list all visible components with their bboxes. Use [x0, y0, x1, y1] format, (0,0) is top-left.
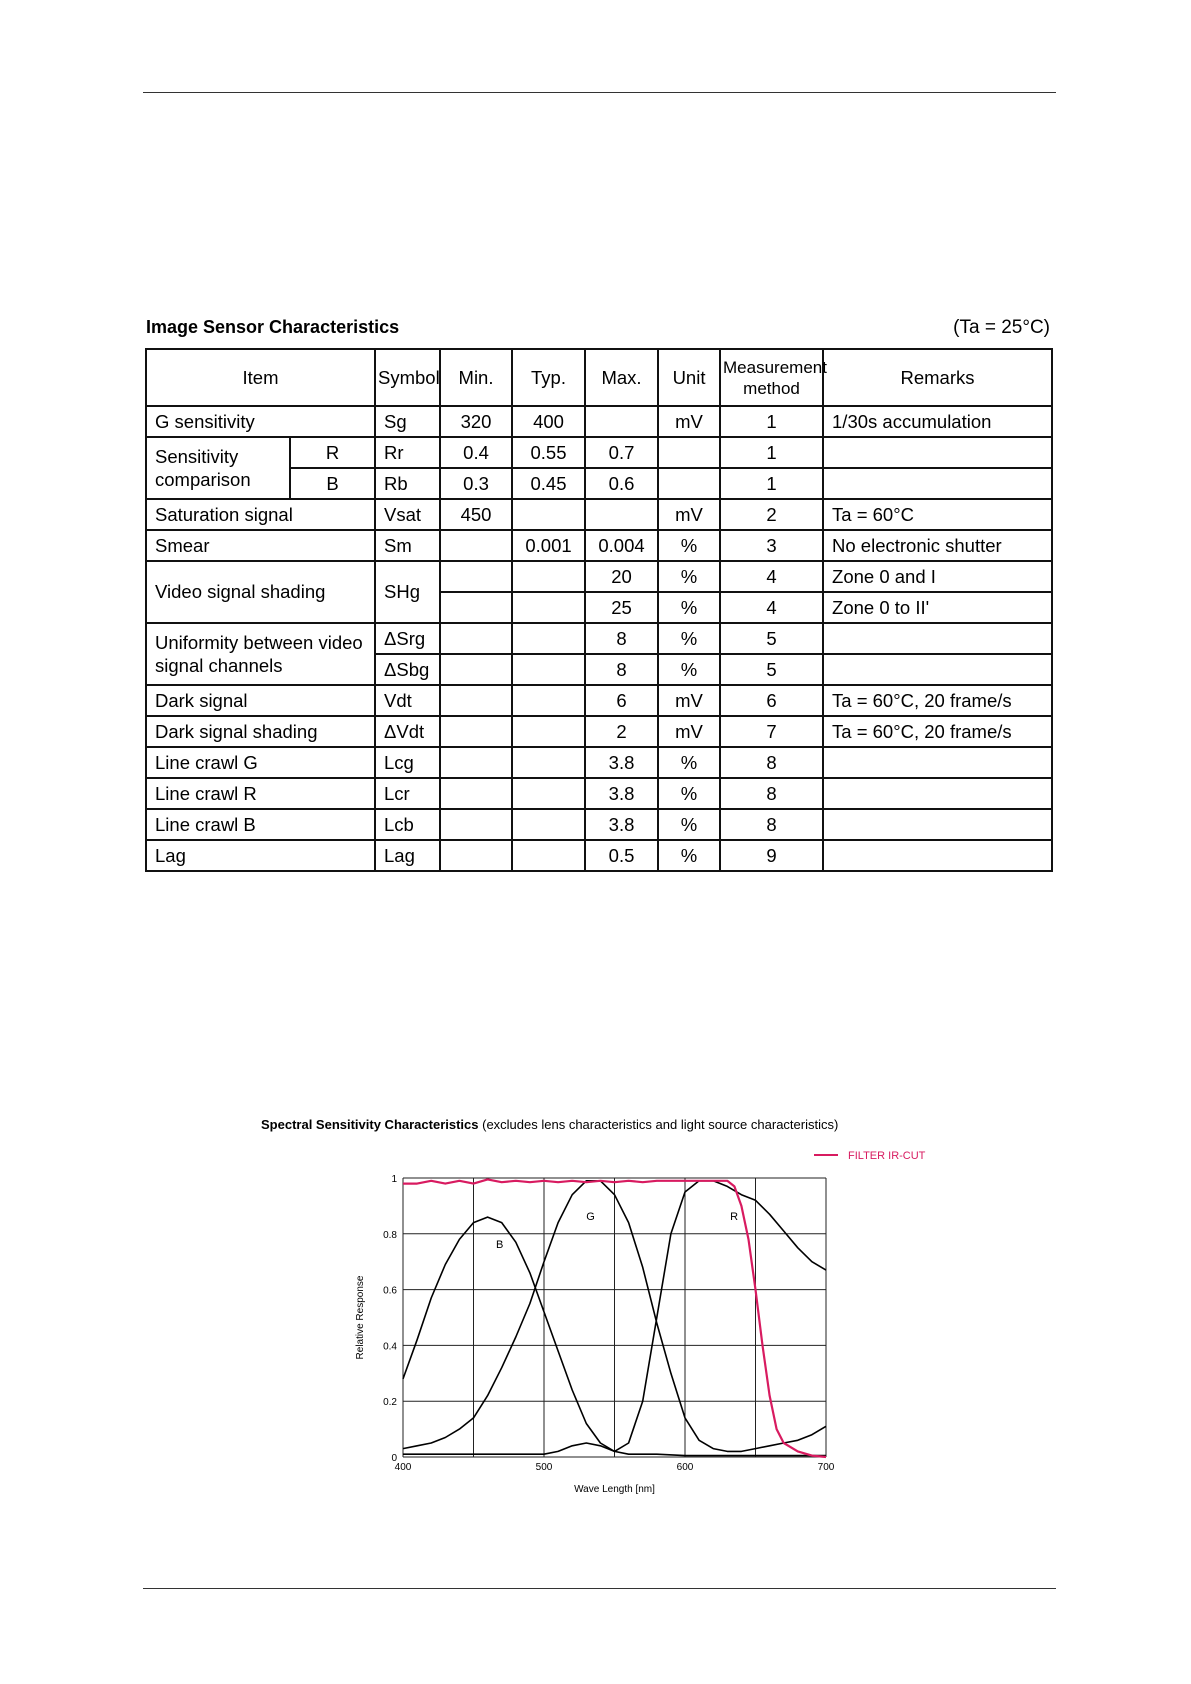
row-typ: 0.45 — [512, 468, 585, 499]
row-max: 0.5 — [585, 840, 658, 871]
row-symbol: ΔVdt — [375, 716, 440, 747]
y-tick-label: 0.6 — [383, 1285, 397, 1297]
row-method: 8 — [720, 778, 823, 809]
row-symbol: Lcr — [375, 778, 440, 809]
row-method: 6 — [720, 685, 823, 716]
header-typ: Typ. — [512, 349, 585, 406]
row-symbol: Rr — [375, 437, 440, 468]
x-tick-label: 700 — [817, 1462, 835, 1473]
row-method: 1 — [720, 406, 823, 437]
table-condition: (Ta = 25°C) — [953, 317, 1050, 338]
row-symbol: ΔSbg — [375, 654, 440, 685]
row-item: G sensitivity — [146, 406, 375, 437]
row-item: Lag — [146, 840, 375, 871]
row-max: 2 — [585, 716, 658, 747]
y-axis-label: Relative Response — [355, 1275, 366, 1360]
y-tick-label: 0.2 — [383, 1397, 397, 1409]
row-max: 25 — [585, 592, 658, 623]
row-item: Line crawl R — [146, 778, 375, 809]
y-tick-label: 1 — [391, 1174, 397, 1185]
header-symbol: Symbol — [375, 349, 440, 406]
row-remarks: Ta = 60°C, 20 frame/s — [823, 716, 1052, 747]
row-remarks: Zone 0 to II' — [823, 592, 1052, 623]
row-max: 6 — [585, 685, 658, 716]
header-unit: Unit — [658, 349, 720, 406]
row-unit: mV — [658, 406, 720, 437]
table-title: Image Sensor Characteristics — [146, 317, 400, 337]
row-unit: % — [658, 592, 720, 623]
row-item: Line crawl G — [146, 747, 375, 778]
header-min: Min. — [440, 349, 512, 406]
row-unit: mV — [658, 685, 720, 716]
row-method: 4 — [720, 561, 823, 592]
row-remarks: 1/30s accumulation — [823, 406, 1052, 437]
row-symbol: Lcg — [375, 747, 440, 778]
row-max: 3.8 — [585, 747, 658, 778]
row-method: 9 — [720, 840, 823, 871]
header-method-line1: Measurement — [723, 357, 827, 377]
row-method: 2 — [720, 499, 823, 530]
row-min: 450 — [440, 499, 512, 530]
chart-title-bold: Spectral Sensitivity Characteristics — [261, 1117, 479, 1132]
row-max: 8 — [585, 623, 658, 654]
row-method: 1 — [720, 437, 823, 468]
row-method: 8 — [720, 747, 823, 778]
row-remarks: Ta = 60°C, 20 frame/s — [823, 685, 1052, 716]
row-min: 320 — [440, 406, 512, 437]
header-remarks: Remarks — [823, 349, 1052, 406]
row-remarks: Zone 0 and I — [823, 561, 1052, 592]
row-symbol: Rb — [375, 468, 440, 499]
footer-rule — [143, 1588, 1056, 1589]
row-min: 0.3 — [440, 468, 512, 499]
row-max: 8 — [585, 654, 658, 685]
row-symbol: ΔSrg — [375, 623, 440, 654]
row-method: 3 — [720, 530, 823, 561]
row-unit: % — [658, 623, 720, 654]
row-unit: mV — [658, 716, 720, 747]
row-item: Uniformity between video signal channels — [146, 623, 375, 685]
series-label: R — [730, 1210, 739, 1223]
row-method: 8 — [720, 809, 823, 840]
row-symbol: Lag — [375, 840, 440, 871]
row-method: 7 — [720, 716, 823, 747]
row-max: 0.7 — [585, 437, 658, 468]
row-typ: 0.55 — [512, 437, 585, 468]
row-symbol: Vdt — [375, 685, 440, 716]
row-method: 4 — [720, 592, 823, 623]
row-item: Saturation signal — [146, 499, 375, 530]
row-item: Video signal shading — [146, 561, 375, 623]
row-max: 20 — [585, 561, 658, 592]
row-unit: % — [658, 530, 720, 561]
y-tick-label: 0.4 — [383, 1341, 397, 1353]
x-tick-label: 400 — [394, 1462, 412, 1473]
row-max: 0.6 — [585, 468, 658, 499]
row-item: Smear — [146, 530, 375, 561]
row-symbol: SHg — [375, 561, 440, 623]
row-method: 5 — [720, 654, 823, 685]
row-remarks: Ta = 60°C — [823, 499, 1052, 530]
row-unit: mV — [658, 499, 720, 530]
row-item: Dark signal — [146, 685, 375, 716]
header-item: Item — [146, 349, 375, 406]
row-item: Line crawl B — [146, 809, 375, 840]
chart-title-rest: (excludes lens characteristics and light source characteristics) — [478, 1117, 839, 1132]
header-max: Max. — [585, 349, 658, 406]
row-unit: % — [658, 778, 720, 809]
row-max: 3.8 — [585, 778, 658, 809]
row-unit: % — [658, 654, 720, 685]
row-symbol: Lcb — [375, 809, 440, 840]
row-max: 3.8 — [585, 809, 658, 840]
row-item: Dark signal shading — [146, 716, 375, 747]
row-max: 0.004 — [585, 530, 658, 561]
y-tick-label: 0 — [391, 1453, 397, 1464]
row-symbol: Vsat — [375, 499, 440, 530]
row-min: 0.4 — [440, 437, 512, 468]
row-symbol: Sm — [375, 530, 440, 561]
header-method-line2: method — [743, 378, 800, 398]
row-unit: % — [658, 809, 720, 840]
y-tick-label: 0.8 — [383, 1229, 397, 1241]
row-typ: 0.001 — [512, 530, 585, 561]
x-tick-label: 500 — [535, 1462, 553, 1473]
row-symbol: Sg — [375, 406, 440, 437]
x-tick-label: 600 — [676, 1462, 694, 1473]
row-unit: % — [658, 561, 720, 592]
row-typ: 400 — [512, 406, 585, 437]
row-item: Sensitivity comparison — [146, 437, 290, 499]
legend-label: FILTER IR-CUT — [848, 1150, 926, 1162]
row-subitem: R — [290, 437, 375, 468]
row-method: 1 — [720, 468, 823, 499]
x-axis-label: Wave Length [nm] — [574, 1484, 655, 1495]
series-label: B — [496, 1238, 504, 1251]
row-remarks: No electronic shutter — [823, 530, 1052, 561]
row-method: 5 — [720, 623, 823, 654]
row-subitem: B — [290, 468, 375, 499]
row-unit: % — [658, 747, 720, 778]
series-label: G — [586, 1210, 595, 1223]
row-unit: % — [658, 840, 720, 871]
